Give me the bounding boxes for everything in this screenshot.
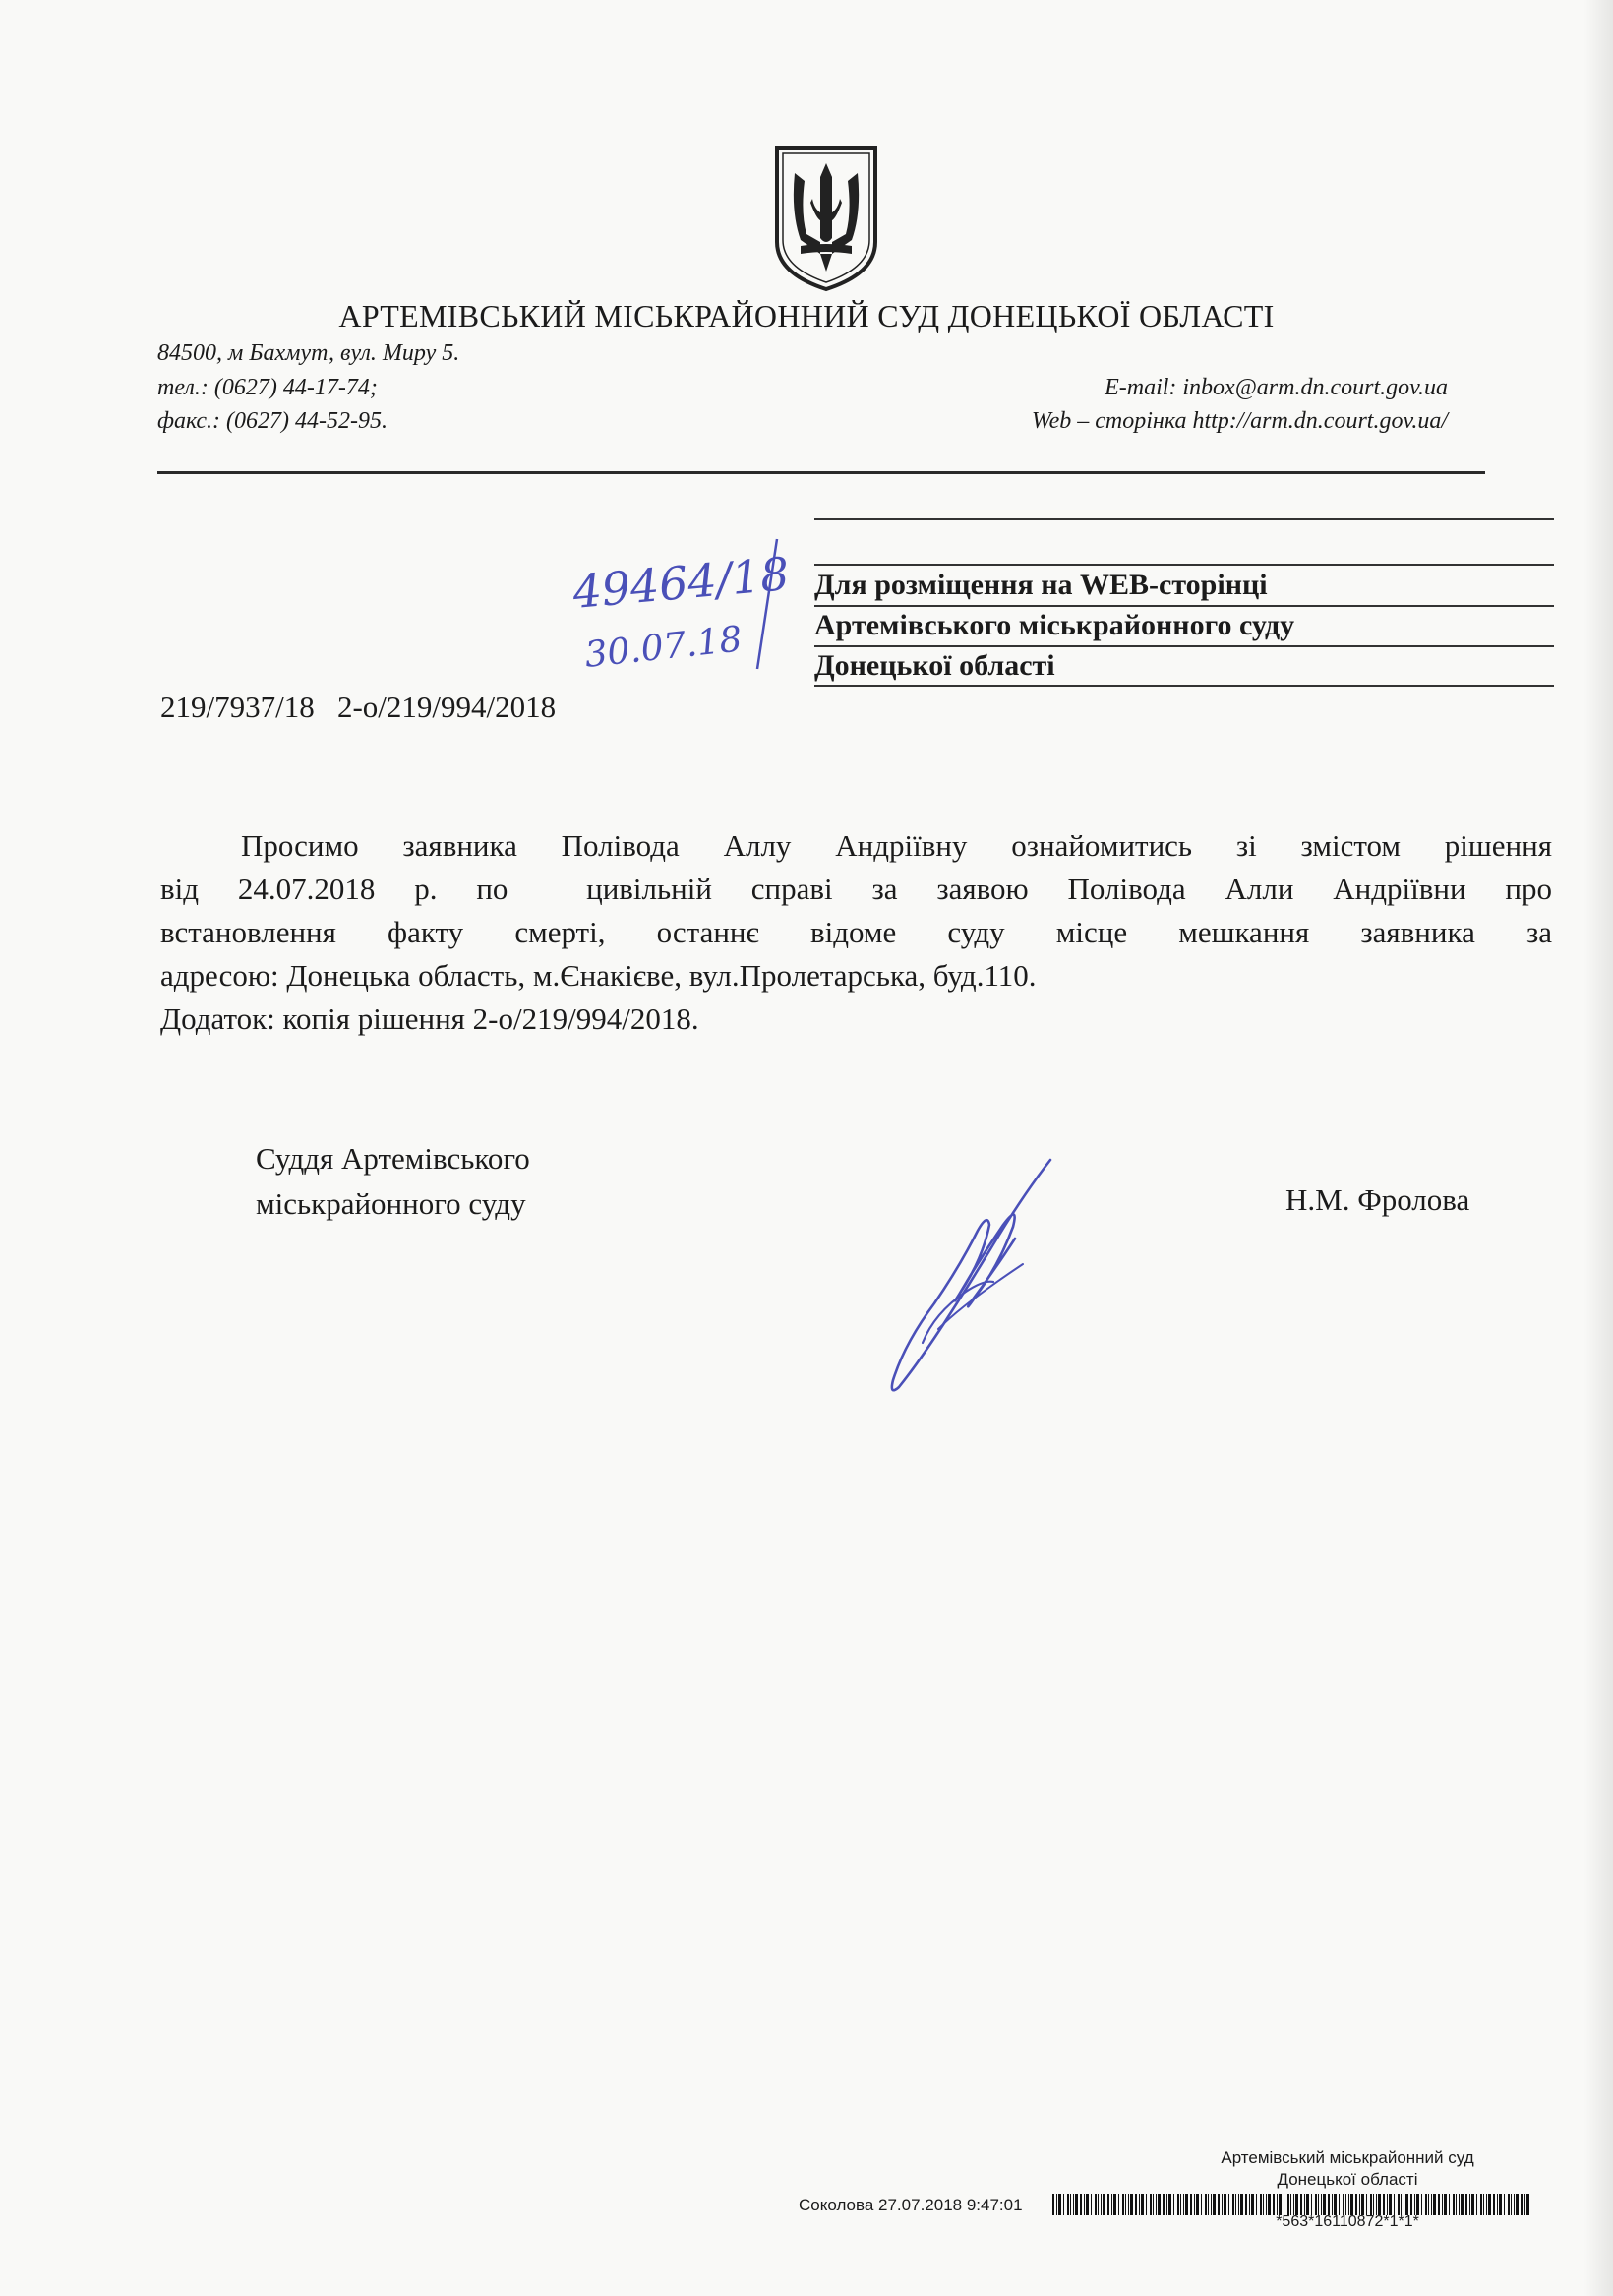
attachment-line: Додаток: копія рішення 2-о/219/994/2018.: [160, 1001, 699, 1036]
court-phone: тел.: (0627) 44-17-74;: [157, 375, 378, 400]
barcode-bar: [1153, 2194, 1154, 2215]
barcode-bar: [1401, 2194, 1402, 2215]
court-name: АРТЕМІВСЬКИЙ МІСЬКРАЙОННИЙ СУД ДОНЕЦЬКОЇ ОБЛАСТІ: [338, 298, 1275, 333]
barcode-bar: [1256, 2194, 1257, 2215]
barcode-bar: [1080, 2194, 1082, 2215]
barcode-bar: [1480, 2194, 1482, 2215]
barcode-bar: [1456, 2194, 1457, 2215]
judge-name: Н.М. Фролова: [1285, 1182, 1470, 1217]
barcode-bar: [1141, 2194, 1144, 2215]
barcode-bar: [1461, 2194, 1464, 2215]
barcode-bar: [1194, 2194, 1195, 2215]
barcode-bar: [1130, 2194, 1133, 2215]
barcode: [1052, 2194, 1529, 2215]
registry-court-line-1: Артемівський міськрайонний суд: [1221, 2148, 1474, 2167]
barcode-bar: [1218, 2194, 1220, 2215]
barcode-bar: [1205, 2194, 1207, 2215]
barcode-bar: [1295, 2194, 1298, 2215]
barcode-bar: [1273, 2194, 1275, 2215]
barcode-bar: [1405, 2194, 1408, 2215]
barcode-bar: [1277, 2194, 1278, 2215]
registration-number: 49464/18: [570, 546, 792, 619]
barcode-bar: [1075, 2194, 1078, 2215]
barcode-bar: [1508, 2194, 1510, 2215]
trident-icon: [771, 144, 881, 293]
barcode-bar: [1139, 2194, 1140, 2215]
barcode-bar: [1306, 2194, 1309, 2215]
barcode-bar: [1287, 2194, 1289, 2215]
barcode-bar: [1260, 2194, 1262, 2215]
barcode-bar: [1107, 2194, 1109, 2215]
barcode-code: *563*16110872*1*1*: [1276, 2213, 1419, 2230]
addressee-line-2: Артемівського міськрайонного суду: [814, 609, 1295, 641]
barcode-bar: [1339, 2194, 1340, 2215]
barcode-bar: [1163, 2194, 1165, 2215]
barcode-bar: [1146, 2194, 1147, 2215]
barcode-bar: [1232, 2194, 1234, 2215]
barcode-bar: [1091, 2194, 1092, 2215]
barcode-bar: [1504, 2194, 1505, 2215]
barcode-bar: [1459, 2194, 1460, 2215]
barcode-bar: [1378, 2194, 1381, 2215]
barcode-bar: [1056, 2194, 1057, 2215]
barcode-bar: [1394, 2194, 1395, 2215]
barcode-bar: [1135, 2194, 1137, 2215]
barcode-bar: [1373, 2194, 1374, 2215]
addressee-line-3-rule: [814, 645, 1554, 647]
barcode-bar: [1488, 2194, 1491, 2215]
letter-body: [160, 824, 1552, 1041]
barcode-bar: [1084, 2194, 1085, 2215]
court-email: E-mail: inbox@arm.dn.court.gov.ua: [1105, 375, 1448, 400]
barcode-bar: [1370, 2194, 1372, 2215]
barcode-bar: [1350, 2194, 1353, 2215]
barcode-bar: [1383, 2194, 1385, 2215]
barcode-bar: [1343, 2194, 1344, 2215]
barcode-bar: [1483, 2194, 1484, 2215]
barcode-bar: [1348, 2194, 1349, 2215]
barcode-bar: [1245, 2194, 1247, 2215]
barcode-bar: [1300, 2194, 1302, 2215]
barcode-bar: [1355, 2194, 1357, 2215]
barcode-bar: [1251, 2194, 1254, 2215]
barcode-bar: [1521, 2194, 1523, 2215]
barcode-bar: [1128, 2194, 1129, 2215]
barcode-bar: [1158, 2194, 1161, 2215]
barcode-bar: [1122, 2194, 1124, 2215]
barcode-bar: [1493, 2194, 1495, 2215]
barcode-bar: [1465, 2194, 1467, 2215]
barcode-bar: [1070, 2194, 1071, 2215]
registry-court-line-2: Донецької області: [1277, 2170, 1418, 2189]
judge-title: [256, 1136, 530, 1227]
barcode-bar: [1190, 2194, 1192, 2215]
barcode-bar: [1086, 2194, 1089, 2215]
barcode-bar: [1425, 2194, 1427, 2215]
barcode-bar: [1414, 2194, 1415, 2215]
barcode-bar: [1063, 2194, 1064, 2215]
barcode-bar: [1196, 2194, 1199, 2215]
barcode-bar: [1497, 2194, 1498, 2215]
barcode-bar: [1268, 2194, 1271, 2215]
barcode-bar: [1113, 2194, 1116, 2215]
barcode-bar: [1180, 2194, 1181, 2215]
barcode-bar: [1183, 2194, 1184, 2215]
barcode-bar: [1323, 2194, 1326, 2215]
barcode-bar: [1208, 2194, 1209, 2215]
barcode-bar: [1453, 2194, 1455, 2215]
barcode-bar: [1332, 2194, 1333, 2215]
barcode-bar: [1526, 2194, 1529, 2215]
barcode-bar: [1185, 2194, 1188, 2215]
barcode-bar: [1213, 2194, 1216, 2215]
barcode-bar: [1211, 2194, 1212, 2215]
barcode-bar: [1431, 2194, 1432, 2215]
barcode-bar: [1442, 2194, 1443, 2215]
barcode-bar: [1173, 2194, 1174, 2215]
addressee-line-1: Для розміщення на WEB-сторінці: [814, 569, 1268, 601]
barcode-bar: [1168, 2194, 1171, 2215]
barcode-bar: [1334, 2194, 1337, 2215]
barcode-bar: [1315, 2194, 1317, 2215]
barcode-bar: [1328, 2194, 1330, 2215]
barcode-bar: [1438, 2194, 1440, 2215]
judge-title-line-1: Суддя Артемівського: [256, 1141, 530, 1176]
barcode-bar: [1366, 2194, 1367, 2215]
barcode-bar: [1166, 2194, 1167, 2215]
barcode-bar: [1428, 2194, 1429, 2215]
handwritten-signature: [875, 1156, 1062, 1397]
barcode-bar: [1058, 2194, 1061, 2215]
barcode-bar: [1524, 2194, 1525, 2215]
barcode-bar: [1103, 2194, 1105, 2215]
addressee-line-3: Донецької області: [814, 649, 1055, 682]
barcode-bar: [1318, 2194, 1319, 2215]
barcode-bar: [1293, 2194, 1294, 2215]
court-fax: факс.: (0627) 44-52-95.: [157, 408, 388, 434]
barcode-bar: [1240, 2194, 1243, 2215]
barcode-bar: [1224, 2194, 1226, 2215]
barcode-bar: [1471, 2194, 1474, 2215]
addressee-line-blank-1: [814, 518, 1554, 520]
barcode-bar: [1150, 2194, 1152, 2215]
barcode-bar: [1486, 2194, 1487, 2215]
barcode-bar: [1290, 2194, 1291, 2215]
barcode-bar: [1263, 2194, 1264, 2215]
barcode-bar: [1156, 2194, 1157, 2215]
barcode-bar: [1476, 2194, 1477, 2215]
barcode-bar: [1177, 2194, 1179, 2215]
barcode-bar: [1111, 2194, 1112, 2215]
barcode-bar: [1311, 2194, 1312, 2215]
barcode-bar: [1421, 2194, 1422, 2215]
scan-edge-shadow: [1583, 0, 1613, 2296]
barcode-bar: [1345, 2194, 1346, 2215]
barcode-bar: [1118, 2194, 1119, 2215]
registry-clerk-datetime: Соколова 27.07.2018 9:47:01: [799, 2196, 1023, 2214]
barcode-bar: [1067, 2194, 1069, 2215]
body-line-1: Просимо заявника Полівода Аллу Андріївну ознайомитись зі змістом рішення: [241, 828, 1552, 863]
barcode-bar: [1073, 2194, 1074, 2215]
barcode-bar: [1387, 2194, 1388, 2215]
barcode-bar: [1125, 2194, 1126, 2215]
barcode-bar: [1416, 2194, 1419, 2215]
addressee-line-2-rule: [814, 605, 1554, 607]
case-numbers: 219/7937/18 2-о/219/994/2018: [160, 690, 557, 724]
registration-date: 30.07.18: [582, 619, 745, 676]
barcode-bar: [1098, 2194, 1099, 2215]
barcode-bar: [1376, 2194, 1377, 2215]
body-line-3: встановлення факту смерті, останнє відоме суду місце мешкання заявника за: [160, 915, 1552, 949]
barcode-bar: [1449, 2194, 1450, 2215]
body-line-2: від 24.07.2018 р. по цивільній справі за заявою Полівода Алли Андріївни про: [160, 872, 1552, 906]
judge-title-line-2: міськрайонного суду: [256, 1186, 526, 1221]
barcode-bar: [1511, 2194, 1512, 2215]
addressee-line-bottom-rule: [814, 685, 1554, 687]
barcode-bar: [1266, 2194, 1267, 2215]
barcode-bar: [1052, 2194, 1054, 2215]
court-address: 84500, м Бахмут, вул. Миру 5.: [157, 340, 460, 366]
barcode-bar: [1222, 2194, 1223, 2215]
court-website: Web – сторінка http://arm.dn.court.gov.ua/: [1031, 408, 1448, 434]
barcode-bar: [1201, 2194, 1202, 2215]
barcode-bar: [1321, 2194, 1322, 2215]
header-divider: [157, 471, 1485, 474]
barcode-bar: [1514, 2194, 1515, 2215]
barcode-bar: [1279, 2194, 1282, 2215]
barcode-bar: [1235, 2194, 1236, 2215]
barcode-bar: [1410, 2194, 1412, 2215]
addressee-line-1-rule: [814, 564, 1554, 566]
handwritten-registration-mark: [570, 531, 806, 708]
registry-stamp-court: [1102, 2147, 1593, 2191]
barcode-bar: [1304, 2194, 1305, 2215]
barcode-bar: [1238, 2194, 1239, 2215]
barcode-bar: [1359, 2194, 1360, 2215]
body-line-4: адресою: Донецька область, м.Єнакієве, вул.Пролетарська, буд.110.: [160, 958, 1037, 993]
barcode-bar: [1499, 2194, 1502, 2215]
barcode-bar: [1361, 2194, 1364, 2215]
barcode-bar: [1469, 2194, 1470, 2215]
barcode-bar: [1433, 2194, 1436, 2215]
barcode-bar: [1095, 2194, 1097, 2215]
barcode-bar: [1398, 2194, 1400, 2215]
barcode-bar: [1101, 2194, 1102, 2215]
barcode-bar: [1228, 2194, 1229, 2215]
barcode-bar: [1249, 2194, 1250, 2215]
barcode-bar: [1444, 2194, 1447, 2215]
barcode-bar: [1516, 2194, 1519, 2215]
barcode-bar: [1389, 2194, 1392, 2215]
